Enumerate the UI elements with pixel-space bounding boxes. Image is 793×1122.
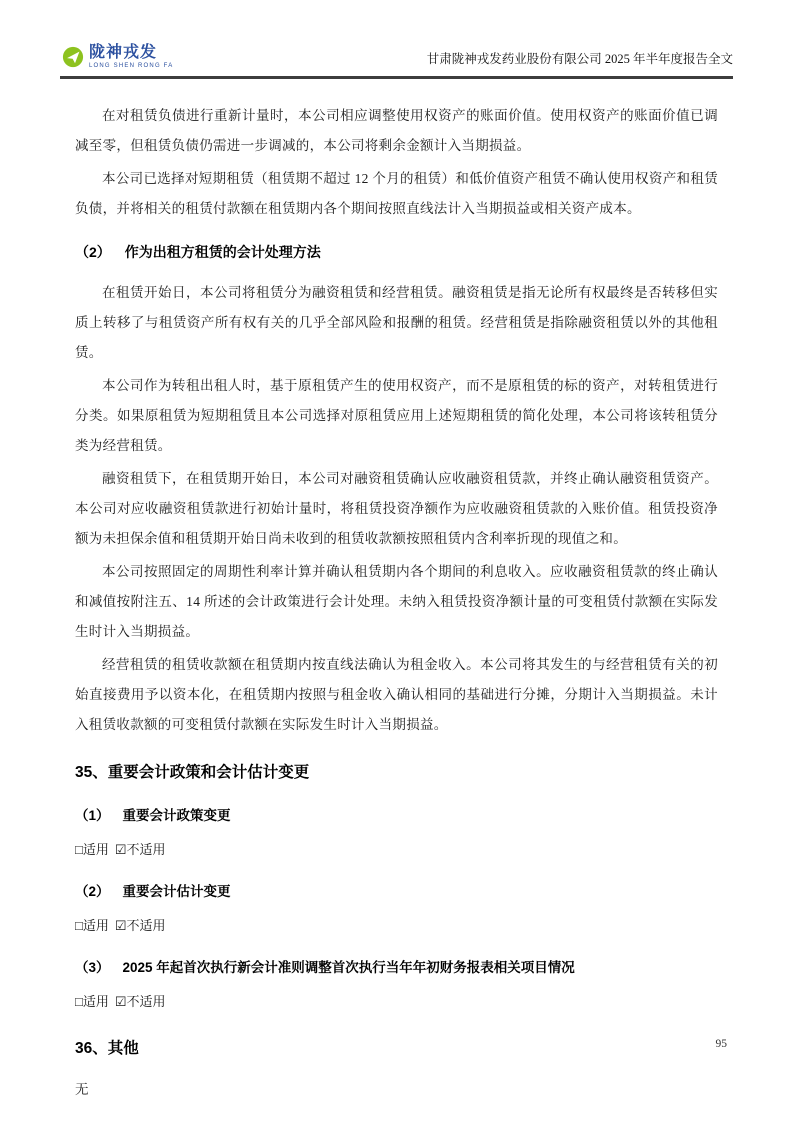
brand-name-en: LONG SHEN RONG FA (89, 63, 174, 69)
heading-section-35: 35、重要会计政策和会计估计变更 (75, 764, 310, 781)
heading-number: （2） (75, 244, 111, 260)
applicability-line-estimate-change (75, 915, 718, 934)
checkbox-applicable-unchecked: □适用 (75, 994, 109, 1009)
section-36-body: 无 (75, 1082, 89, 1097)
document-title: 甘肃陇神戎发药业股份有限公司 2025 年半年度报告全文 (426, 52, 733, 66)
heading-title: 2025 年起首次执行新会计准则调整首次执行当年年初财务报表相关项目情况 (122, 960, 575, 975)
heading-title: 重要会计政策变更 (122, 808, 231, 823)
heading-estimate-change (75, 880, 718, 900)
brand-name-cn: 陇神戎发 (89, 44, 158, 61)
paragraph-interest-income: 本公司按照固定的周期性利率计算并确认租赁期内各个期间的利息收入。应收融资租赁款的终止确认和减值按附注五、14 所述的会计政策进行会计处理。未纳入租赁投资净额计量的可变租赁付款额在实际发生时计入当期损益。 (75, 564, 718, 639)
checkbox-applicable-unchecked: □适用 (75, 918, 109, 933)
paragraph-finance-lease-recognition: 融资租赁下，在租赁期开始日，本公司对融资租赁确认应收融资租赁款，并终止确认融资租赁资产。本公司对应收融资租赁款进行初始计量时，将租赁投资净额作为应收融资租赁款的入账价值。租赁投资净额为未担保余值和租赁期开始日尚未收到的租赁收款额按照租赁内含利率折现的现值之和。 (75, 471, 718, 546)
page-number: 95 (715, 1038, 727, 1050)
heading-section-36: 36、其他 (75, 1040, 139, 1057)
checkbox-not-applicable-checked: ☑不适用 (114, 994, 166, 1009)
heading-title: 重要会计估计变更 (122, 884, 231, 899)
page-header (0, 0, 793, 69)
heading-number: （2） (75, 884, 110, 899)
checkbox-applicable-unchecked: □适用 (75, 842, 109, 857)
heading-lessor-accounting (75, 242, 718, 262)
company-logo (62, 45, 173, 69)
paragraph-operating-lease-income: 经营租赁的租赁收款额在租赁期内按直线法确认为租金收入。本公司将其发生的与经营租赁有关的初始直接费用予以资本化，在租赁期内按照与租金收入确认相同的基础进行分摊，分期计入当期损益。未计入租赁收款额的可变租赁付款额在实际发生时计入当期损益。 (75, 657, 718, 732)
paragraph-lease-remeasurement: 在对租赁负债进行重新计量时，本公司相应调整使用权资产的账面价值。使用权资产的账面价值已调减至零，但租赁负债仍需进一步调减的，本公司将剩余金额计入当期损益。 (75, 108, 718, 153)
heading-new-standards-adjustment (75, 956, 718, 976)
paragraph-lease-classification: 在租赁开始日，本公司将租赁分为融资租赁和经营租赁。融资租赁是指无论所有权最终是否转移但实质上转移了与租赁资产所有权有关的几乎全部风险和报酬的租赁。经营租赁是指除融资租赁以外的其他租赁。 (75, 285, 718, 360)
brand-text (89, 45, 173, 69)
paper-plane-logo-icon (62, 46, 84, 68)
paragraph-sublease: 本公司作为转租出租人时，基于原租赁产生的使用权资产，而不是原租赁的标的资产，对转租赁进行分类。如果原租赁为短期租赁且本公司选择对原租赁应用上述短期租赁的简化处理，本公司将该转租赁分类为经营租赁。 (75, 378, 718, 453)
heading-policy-change (75, 804, 718, 824)
heading-number: （1） (75, 808, 110, 823)
heading-title: 作为出租方租赁的会计处理方法 (124, 244, 321, 260)
heading-number: （3） (75, 960, 110, 975)
applicability-line-new-standards (75, 991, 718, 1010)
checkbox-not-applicable-checked: ☑不适用 (114, 842, 166, 857)
report-body (0, 79, 793, 1098)
checkbox-not-applicable-checked: ☑不适用 (114, 918, 166, 933)
paragraph-short-term-lease: 本公司已选择对短期租赁（租赁期不超过 12 个月的租赁）和低价值资产租赁不确认使用权资产和租赁负债，并将相关的租赁付款额在租赁期内各个期间按照直线法计入当期损益或相关资产成本。 (75, 171, 718, 216)
applicability-line-policy-change (75, 839, 718, 858)
